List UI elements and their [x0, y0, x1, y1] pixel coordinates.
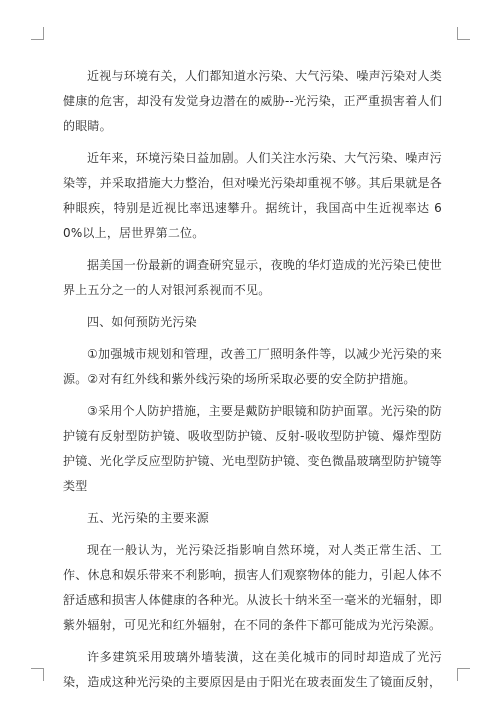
crop-mark-bottom-left — [31, 668, 44, 681]
paragraph-prevention-1-2: ①加强城市规划和管理，改善工厂照明条件等，以减少光污染的来源。②对有红外线和紫外线污染的场所采取必要的安全防护措施。 — [63, 347, 442, 386]
paragraph-myopia-environment: 近视与环境有关，人们都知道水污染、大气污染、噪声污染对人类健康的危害，却没有发觉身边潜在的威胁--光污染，正严重损害着人们的眼睛。 — [63, 69, 442, 133]
crop-mark-top-left — [31, 27, 44, 40]
paragraph-prevention-3: ③采用个人防护措施，主要是戴防护眼镜和防护面罩。光污染的防护镜有反射型防护镜、吸收型防护镜、反射-吸收型防护镜、爆炸型防护镜、光化学反应型防护镜、光电型防护镜、变色微晶玻璃型防护镜等类型 — [63, 404, 442, 493]
crop-mark-bottom-right — [457, 668, 470, 681]
paragraph-definition: 现在一般认为，光污染泛指影响自然环境，对人类正常生活、工作、休息和娱乐带来不利影响，损害人们观察物体的能力，引起人体不舒适感和损害人体健康的各种光。从波长十纳米至一毫米的光辐射，即紫外辐射，可见光和红外辐射，在不同的条件下都可能成为光污染源。 — [63, 543, 442, 632]
section-heading-prevention: 四、如何预防光污染 — [87, 315, 197, 329]
paragraph-us-survey: 据美国一份最新的调查研究显示，夜晚的华灯造成的光污染已使世界上五分之一的人对银河系视而不见。 — [63, 258, 442, 297]
crop-mark-top-right — [457, 27, 470, 40]
document-body — [63, 64, 442, 702]
paragraph-pollution-trend: 近年来，环境污染日益加剧。人们关注水污染、大气污染、噪声污染等，并采取措施大力整治，但对噪光污染却重视不够。其后果就是各种眼疾，特别是近视比率迅速攀升。据统计，我国高中生近视率达 60%以上，居世界第二位。 — [63, 151, 442, 240]
paragraph-glass-facade: 许多建筑采用玻璃外墙装潢，这在美化城市的同时却造成了光污染，造成这种光污染的主要原因是由于阳光在玻表面发生了镜面反射， — [63, 650, 442, 689]
section-heading-sources: 五、光污染的主要来源 — [87, 511, 210, 525]
